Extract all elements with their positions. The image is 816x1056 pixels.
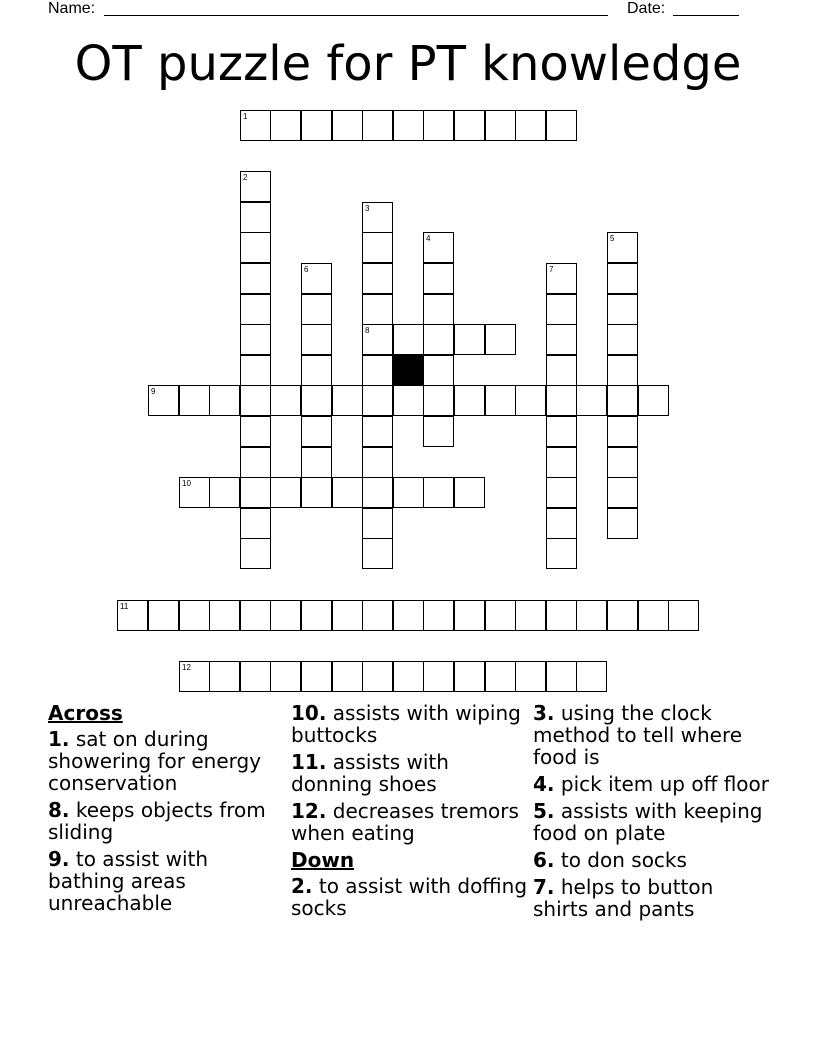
grid-cell[interactable] xyxy=(423,232,454,263)
grid-cell[interactable] xyxy=(240,202,271,233)
clue-down-6 xyxy=(533,849,771,871)
grid-cell[interactable] xyxy=(240,416,271,447)
grid-cell[interactable] xyxy=(301,416,332,447)
grid-cell[interactable] xyxy=(515,385,546,416)
clue-number: 1. xyxy=(48,727,70,751)
grid-cell[interactable] xyxy=(301,477,332,508)
grid-cell[interactable] xyxy=(362,232,393,263)
grid-cell[interactable] xyxy=(240,538,271,569)
grid-cell[interactable] xyxy=(485,110,516,141)
grid-cell[interactable] xyxy=(485,600,516,631)
grid-cell[interactable] xyxy=(240,294,271,325)
clue-text: helps to button shirts and pants xyxy=(533,875,714,921)
grid-cell[interactable] xyxy=(179,661,210,692)
grid-cell[interactable] xyxy=(301,294,332,325)
grid-cell[interactable] xyxy=(546,355,577,386)
clue-across-10 xyxy=(291,702,529,746)
grid-cell[interactable] xyxy=(423,294,454,325)
clue-number: 4. xyxy=(533,772,555,796)
grid-cell[interactable] xyxy=(546,416,577,447)
clue-number: 9. xyxy=(48,847,70,871)
grid-cell[interactable] xyxy=(638,385,669,416)
grid-cell[interactable] xyxy=(607,232,638,263)
grid-cell[interactable] xyxy=(546,600,577,631)
grid-cell[interactable] xyxy=(270,110,301,141)
clue-down-2 xyxy=(291,875,529,919)
grid-cell[interactable] xyxy=(423,263,454,294)
clue-number: 7. xyxy=(533,875,555,899)
grid-cell[interactable] xyxy=(301,324,332,355)
grid-cell[interactable] xyxy=(546,385,577,416)
clue-text: using the clock method to tell where food is xyxy=(533,701,743,769)
clue-text: sat on during showering for energy conservation xyxy=(48,727,262,795)
clue-down-4 xyxy=(533,773,771,795)
clues-section xyxy=(48,702,778,1002)
grid-cell[interactable] xyxy=(546,538,577,569)
grid-cell[interactable] xyxy=(240,600,271,631)
clue-across-11 xyxy=(291,751,529,795)
grid-cell[interactable] xyxy=(607,477,638,508)
clue-across-12 xyxy=(291,800,529,844)
grid-cell[interactable] xyxy=(332,385,363,416)
grid-cell[interactable] xyxy=(362,508,393,539)
grid-cell[interactable] xyxy=(332,110,363,141)
grid-cell[interactable] xyxy=(179,477,210,508)
grid-cell[interactable] xyxy=(393,110,424,141)
grid-cell[interactable] xyxy=(117,600,148,631)
grid-cell[interactable] xyxy=(362,355,393,386)
grid-cell[interactable] xyxy=(362,447,393,478)
grid-cell[interactable] xyxy=(209,477,240,508)
grid-cell[interactable] xyxy=(668,600,699,631)
grid-cell[interactable] xyxy=(576,661,607,692)
grid-cell[interactable] xyxy=(362,202,393,233)
grid-cell[interactable] xyxy=(423,416,454,447)
grid-cell[interactable] xyxy=(148,600,179,631)
grid-cell[interactable] xyxy=(546,324,577,355)
grid-cell[interactable] xyxy=(209,661,240,692)
grid-cell[interactable] xyxy=(607,294,638,325)
grid-cell[interactable] xyxy=(209,385,240,416)
grid-cell[interactable] xyxy=(393,477,424,508)
date-label: Date: xyxy=(627,0,666,17)
grid-cell[interactable] xyxy=(240,508,271,539)
grid-cell[interactable] xyxy=(423,600,454,631)
cell-number: 9 xyxy=(151,387,156,396)
grid-cell[interactable] xyxy=(423,324,454,355)
grid-cell[interactable] xyxy=(423,477,454,508)
grid-cell[interactable] xyxy=(240,385,271,416)
grid-cell[interactable] xyxy=(546,508,577,539)
grid-cell[interactable] xyxy=(454,385,485,416)
grid-cell[interactable] xyxy=(362,294,393,325)
clue-number: 11. xyxy=(291,750,327,774)
grid-cell[interactable] xyxy=(607,263,638,294)
grid-cell[interactable] xyxy=(576,385,607,416)
grid-cell[interactable] xyxy=(240,477,271,508)
grid-cell[interactable] xyxy=(546,263,577,294)
grid-cell[interactable] xyxy=(179,385,210,416)
grid-cell[interactable] xyxy=(607,385,638,416)
grid-cell[interactable] xyxy=(607,508,638,539)
grid-cell[interactable] xyxy=(301,447,332,478)
cell-number: 7 xyxy=(549,265,554,274)
grid-cell[interactable] xyxy=(485,385,516,416)
cell-number: 2 xyxy=(243,173,248,182)
grid-cell[interactable] xyxy=(209,600,240,631)
grid-cell[interactable] xyxy=(301,385,332,416)
grid-cell[interactable] xyxy=(148,385,179,416)
clue-text: to don socks xyxy=(560,848,687,872)
cell-number: 4 xyxy=(426,234,431,243)
clue-number: 3. xyxy=(533,701,555,725)
clue-text: to assist with doffing socks xyxy=(291,874,528,920)
grid-cell[interactable] xyxy=(301,355,332,386)
cell-number: 11 xyxy=(120,602,129,611)
grid-cell[interactable] xyxy=(393,661,424,692)
grid-cell[interactable] xyxy=(240,171,271,202)
grid-cell[interactable] xyxy=(454,661,485,692)
grid-cell[interactable] xyxy=(485,324,516,355)
grid-cell[interactable] xyxy=(607,416,638,447)
clue-text: to assist with bathing areas unreachable xyxy=(48,847,209,915)
clue-down-5 xyxy=(533,800,771,844)
clue-text: assists with keeping food on plate xyxy=(533,799,763,845)
grid-cell[interactable] xyxy=(332,600,363,631)
grid-cell[interactable] xyxy=(454,477,485,508)
cell-number: 10 xyxy=(182,479,191,488)
grid-cell[interactable] xyxy=(332,477,363,508)
grid-cell[interactable] xyxy=(638,600,669,631)
grid-cell[interactable] xyxy=(454,324,485,355)
clue-down-3 xyxy=(533,702,771,768)
grid-cell[interactable] xyxy=(240,232,271,263)
grid-cell[interactable] xyxy=(301,110,332,141)
clue-across-9 xyxy=(48,848,286,914)
grid-cell[interactable] xyxy=(393,324,424,355)
clue-number: 8. xyxy=(48,798,70,822)
grid-cell[interactable] xyxy=(546,294,577,325)
grid-cell[interactable] xyxy=(270,600,301,631)
cell-number: 8 xyxy=(365,326,370,335)
grid-cell[interactable] xyxy=(546,477,577,508)
clue-down-7 xyxy=(533,876,771,920)
grid-cell[interactable] xyxy=(270,385,301,416)
grid-cell[interactable] xyxy=(546,447,577,478)
grid-cell[interactable] xyxy=(607,324,638,355)
grid-cell[interactable] xyxy=(362,385,393,416)
grid-cell[interactable] xyxy=(454,110,485,141)
grid-cell[interactable] xyxy=(423,661,454,692)
name-label: Name: xyxy=(48,0,96,17)
grid-cell[interactable] xyxy=(362,600,393,631)
grid-cell[interactable] xyxy=(240,661,271,692)
grid-cell[interactable] xyxy=(301,600,332,631)
puzzle-title: OT puzzle for PT knowledge xyxy=(74,36,742,92)
clue-text: pick item up off floor xyxy=(560,772,769,796)
grid-cell[interactable] xyxy=(423,110,454,141)
clue-column-2 xyxy=(291,702,529,924)
cell-number: 3 xyxy=(365,204,370,213)
grid-cell[interactable] xyxy=(576,600,607,631)
cell-number: 5 xyxy=(610,234,615,243)
grid-cell[interactable] xyxy=(362,477,393,508)
clue-number: 6. xyxy=(533,848,555,872)
grid-cell[interactable] xyxy=(362,416,393,447)
grid-cell[interactable] xyxy=(301,263,332,294)
cell-number: 1 xyxy=(243,112,248,121)
grid-cell[interactable] xyxy=(270,477,301,508)
clue-across-8 xyxy=(48,799,286,843)
grid-cell[interactable] xyxy=(454,600,485,631)
grid-cell[interactable] xyxy=(546,661,577,692)
grid-cell[interactable] xyxy=(240,263,271,294)
grid-cell[interactable] xyxy=(240,447,271,478)
grid-cell[interactable] xyxy=(362,263,393,294)
grid-cell[interactable] xyxy=(607,447,638,478)
grid-cell[interactable] xyxy=(240,324,271,355)
clue-text: decreases tremors when eating xyxy=(291,799,519,845)
grid-cell[interactable] xyxy=(515,110,546,141)
across-heading: Across xyxy=(48,701,123,725)
cell-number: 6 xyxy=(304,265,309,274)
grid-cell[interactable] xyxy=(240,355,271,386)
grid-cell[interactable] xyxy=(423,385,454,416)
grid-cell[interactable] xyxy=(179,600,210,631)
cell-number: 12 xyxy=(182,663,191,672)
clue-number: 5. xyxy=(533,799,555,823)
clue-text: assists with donning shoes xyxy=(291,750,449,796)
clue-text: assists with wiping buttocks xyxy=(291,701,521,747)
grid-cell[interactable] xyxy=(362,110,393,141)
grid-cell[interactable] xyxy=(515,600,546,631)
clue-number: 10. xyxy=(291,701,327,725)
grid-cell[interactable] xyxy=(485,661,516,692)
grid-cell[interactable] xyxy=(546,110,577,141)
grid-cell[interactable] xyxy=(607,600,638,631)
grid-cell[interactable] xyxy=(270,661,301,692)
clue-number: 2. xyxy=(291,874,313,898)
grid-cell[interactable] xyxy=(240,110,271,141)
grid-cell[interactable] xyxy=(423,355,454,386)
grid-cell[interactable] xyxy=(301,661,332,692)
grid-cell[interactable] xyxy=(362,538,393,569)
grid-cell[interactable] xyxy=(362,661,393,692)
grid-cell[interactable] xyxy=(332,661,363,692)
grid-cell[interactable] xyxy=(393,385,424,416)
clue-number: 12. xyxy=(291,799,327,823)
clue-text: keeps objects from sliding xyxy=(48,798,266,844)
grid-cell[interactable] xyxy=(515,661,546,692)
clue-across-1 xyxy=(48,728,286,794)
grid-cell[interactable] xyxy=(362,324,393,355)
clue-column-3 xyxy=(533,702,771,925)
grid-cell[interactable] xyxy=(607,355,638,386)
down-heading: Down xyxy=(291,848,355,872)
clue-column-1 xyxy=(48,702,286,919)
black-square xyxy=(393,355,424,386)
grid-cell[interactable] xyxy=(393,600,424,631)
